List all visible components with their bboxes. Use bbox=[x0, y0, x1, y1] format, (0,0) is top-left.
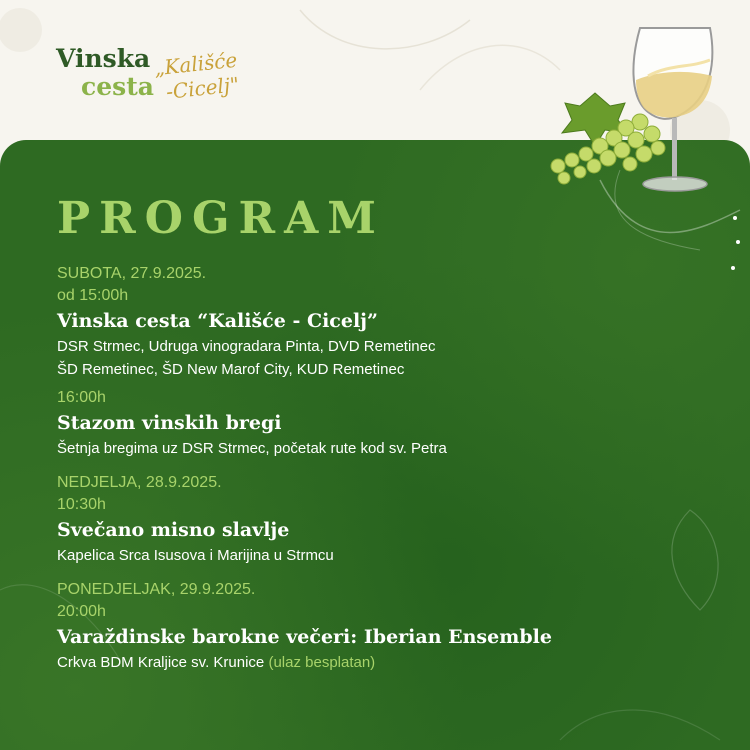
day-date: SUBOTA, 27.9.2025. bbox=[57, 265, 207, 282]
event-name: Svečano misno slavlje bbox=[57, 519, 290, 541]
event-description bbox=[57, 651, 697, 674]
grapes-icon bbox=[540, 108, 670, 188]
logo-script-kalisce: „Kališće bbox=[152, 47, 239, 81]
event-name: Stazom vinskih bregi bbox=[57, 412, 282, 434]
logo-script-cicelj: -Cicelj" bbox=[164, 72, 241, 104]
event-location: Crkva BDM Kraljice sv. Krunice bbox=[57, 654, 265, 671]
event-time: od 15:00h bbox=[57, 287, 129, 304]
logo-cesta-text: cesta bbox=[81, 72, 154, 101]
logo-vinska-text: Vinska bbox=[56, 44, 151, 73]
event-time: 10:30h bbox=[57, 496, 106, 513]
program-list bbox=[57, 263, 697, 674]
free-entry-note: (ulaz besplatan) bbox=[268, 654, 376, 671]
event-name: Varaždinske barokne večeri: Iberian Ensemble bbox=[57, 626, 552, 648]
event-description: ŠD Remetinec, ŠD New Marof City, KUD Remetinec bbox=[57, 361, 405, 378]
event-description: Kapelica Srca Isusova i Marijina u Strmcu bbox=[57, 547, 334, 564]
program-title: PROGRAM bbox=[57, 193, 385, 244]
event-description: DSR Strmec, Udruga vinogradara Pinta, DVD Remetinec bbox=[57, 338, 436, 355]
logo bbox=[56, 44, 256, 114]
event-time: 20:00h bbox=[57, 603, 106, 620]
event-description: Šetnja bregima uz DSR Strmec, početak rute kod sv. Petra bbox=[57, 440, 447, 457]
event-time: 16:00h bbox=[57, 389, 106, 406]
day-date: PONEDJELJAK, 29.9.2025. bbox=[57, 581, 256, 598]
day-date: NEDJELJA, 28.9.2025. bbox=[57, 474, 222, 491]
event-name: Vinska cesta “Kališće - Cicelj” bbox=[57, 310, 378, 332]
